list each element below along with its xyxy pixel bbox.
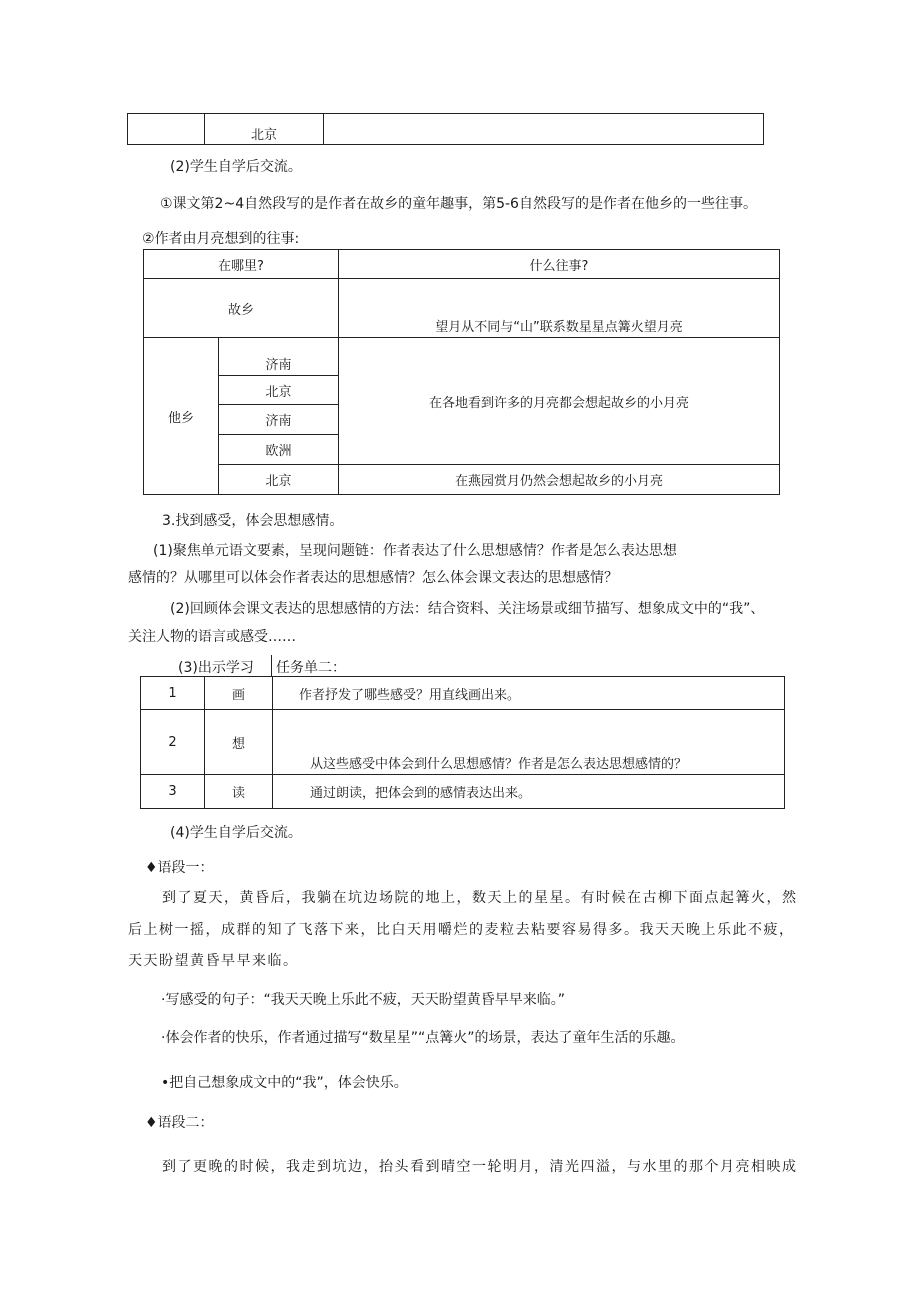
passage1-title: ♦语段一： xyxy=(145,860,214,876)
passage2-line: 到了更晚的时候，我走到坑边，抬头看到晴空一轮明月，清光四溢，与水里的那个月亮相映成 xyxy=(162,1159,798,1175)
header-where: 在哪里? xyxy=(144,250,339,279)
sub2-line1: (2)回顾体会课文表达的思想感情的方法：结合资料、关注场景或细节描写、想象成文中的“我”、 xyxy=(170,601,765,617)
section3-heading: 3.找到感受，体会思想感情。 xyxy=(162,513,344,529)
task-num: 1 xyxy=(141,677,205,710)
hometown-events: 望月从不同与“山”联系数星星点篝火望月亮 xyxy=(339,279,780,338)
point1: ①课文第2~4自然段写的是作者在故乡的童年趣事，第5-6自然段写的是作者在他乡的一些往事。 xyxy=(160,196,757,212)
sub2-line2: 关注人物的语言或感受…… xyxy=(128,629,296,645)
hometown-label: 故乡 xyxy=(144,279,339,338)
note3: •把自己想象成文中的“我”，体会快乐。 xyxy=(161,1075,408,1091)
task-desc: 通过朗读，把体会到的感情表达出来。 xyxy=(273,775,785,809)
city-cell: 济南 xyxy=(219,338,339,376)
header-what: 什么往事? xyxy=(339,250,780,279)
city-cell: 欧洲 xyxy=(219,435,339,465)
step2-heading: (2)学生自学后交流。 xyxy=(170,159,302,175)
last-event: 在燕园赏月仍然会想起故乡的小月亮 xyxy=(339,465,780,495)
passage2-title: ♦语段二： xyxy=(145,1115,214,1131)
city-cell: 济南 xyxy=(219,405,339,435)
top-table xyxy=(127,113,764,145)
task-verb: 读 xyxy=(205,775,273,809)
sub3-label: (3)出示学习 xyxy=(178,660,254,676)
task-desc: 作者抒发了哪些感受？用直线画出来。 xyxy=(273,677,785,710)
note1: ·写感受的句子：“我天天晚上乐此不疲，天天盼望黄昏早早来临。” xyxy=(161,992,565,1008)
city-cell: 北京 xyxy=(219,376,339,405)
label-divider xyxy=(271,655,272,676)
passage1-line: 后上树一摇，成群的知了飞落下来，比白天用嚼烂的麦粒去粘要容易得多。我天天晚上乐此不疲， xyxy=(128,922,795,938)
point2: ②作者由月亮想到的往事: xyxy=(142,231,300,247)
note2: ·体会作者的快乐，作者通过描写“数星星”“点篝火”的场景，表达了童年生活的乐趣。 xyxy=(161,1030,685,1046)
top-table-cell xyxy=(128,114,205,145)
passage1-line: 天天盼望黄昏早早来临。 xyxy=(128,953,299,969)
top-table-cell xyxy=(324,114,764,145)
task-desc: 从这些感受中体会到什么思想感情？作者是怎么表达思想感情的？ xyxy=(273,710,785,775)
task-table xyxy=(140,676,785,809)
task-verb: 画 xyxy=(205,677,273,710)
passage1-line: 到了夏天，黄昏后，我躺在坑边场院的地上，数天上的星星。有时候在古柳下面点起篝火，然 xyxy=(162,890,798,906)
top-table-city: 北京 xyxy=(205,114,324,145)
sub3-label2: 任务单二： xyxy=(276,660,346,676)
sub1-line1: (1)聚焦单元语文要素，呈现问题链：作者表达了什么思想感情？作者是怎么表达思想 xyxy=(153,543,677,559)
sub4-heading: (4)学生自学后交流。 xyxy=(170,825,302,841)
task-num: 3 xyxy=(141,775,205,809)
task-verb: 想 xyxy=(205,710,273,775)
abroad-event: 在各地看到许多的月亮都会想起故乡的小月亮 xyxy=(339,338,780,465)
sub1-line2: 感情的？从哪里可以体会作者表达的思想感情？怎么体会课文表达的思想感情？ xyxy=(128,570,618,586)
city-cell: 北京 xyxy=(219,465,339,495)
task-num: 2 xyxy=(141,710,205,775)
abroad-label: 他乡 xyxy=(144,338,219,495)
memory-table xyxy=(143,249,780,495)
